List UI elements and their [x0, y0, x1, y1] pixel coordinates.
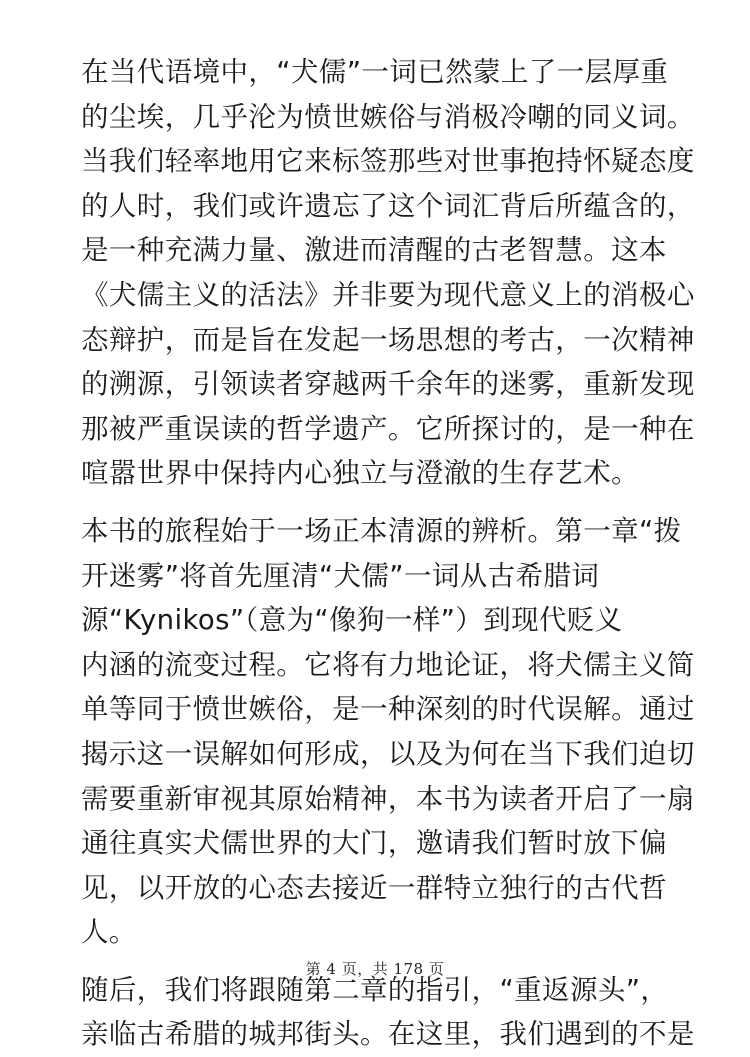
text-line: 人。: [81, 916, 137, 949]
text-line: 是一种充满力量、激进而清醒的古老智慧。这本: [81, 234, 667, 267]
text-line: 本书的旅程始于一场正本清源的辨析。第一章“拨: [81, 514, 682, 547]
paragraph-1: [81, 50, 695, 496]
paragraph-3: [81, 968, 695, 1057]
text-line: 那被严重误读的哲学遗产。它所探讨的，是一种在: [81, 412, 695, 445]
text-line: 在当代语境中，“犬儒”一词已然蒙上了一层厚重: [81, 56, 669, 88]
text-line: 见，以开放的心态去接近一群特立独行的古代哲: [81, 871, 667, 904]
text-line: 《犬儒主义的活法》并非要为现代意义上的消极心: [81, 278, 695, 311]
text-line: 的尘埃，几乎沦为愤世嫉俗与消极冷嘲的同义词。: [81, 100, 695, 133]
text-line: 揭示这一误解如何形成，以及为何在当下我们迫切: [81, 737, 695, 770]
text-line: 的人时，我们或许遗忘了这个词汇背后所蕴含的，: [81, 189, 695, 222]
text-line: 源“Kynikos”（意为“像狗一样”）到现代贬义: [81, 604, 623, 637]
text-line: 内涵的流变过程。它将有力地论证，将犬儒主义简: [81, 648, 695, 681]
text-line: 当我们轻率地用它来标签那些对世事抱持怀疑态度: [81, 145, 695, 178]
text-line: 单等同于愤世嫉俗，是一种深刻的时代误解。通过: [81, 693, 695, 726]
paragraph-2: [81, 509, 695, 955]
text-line: 喧嚣世界中保持内心独立与澄澈的生存艺术。: [81, 457, 639, 490]
text-line: 开迷雾”将首先厘清“犬儒”一词从古希腊词: [81, 559, 600, 592]
body-text: [81, 50, 695, 1057]
paragraph-spacing: [81, 496, 681, 509]
text-line: 通往真实犬儒世界的大门，邀请我们暂时放下偏: [81, 827, 667, 860]
text-line: 态辩护，而是旨在发起一场思想的考古，一次精神: [81, 323, 695, 356]
text-line: 亲临古希腊的城邦街头。在这里，我们遇到的不是: [81, 1018, 695, 1051]
text-line: 的溯源，引领读者穿越两千余年的迷雾，重新发现: [81, 368, 695, 401]
page-number-footer: 第 4 页，共 178 页: [305, 960, 445, 978]
text-line: 需要重新审视其原始精神，本书为读者开启了一扇: [81, 782, 695, 815]
text-line: 随后，我们将跟随第二章的指引，“重返源头”，: [81, 973, 669, 1006]
